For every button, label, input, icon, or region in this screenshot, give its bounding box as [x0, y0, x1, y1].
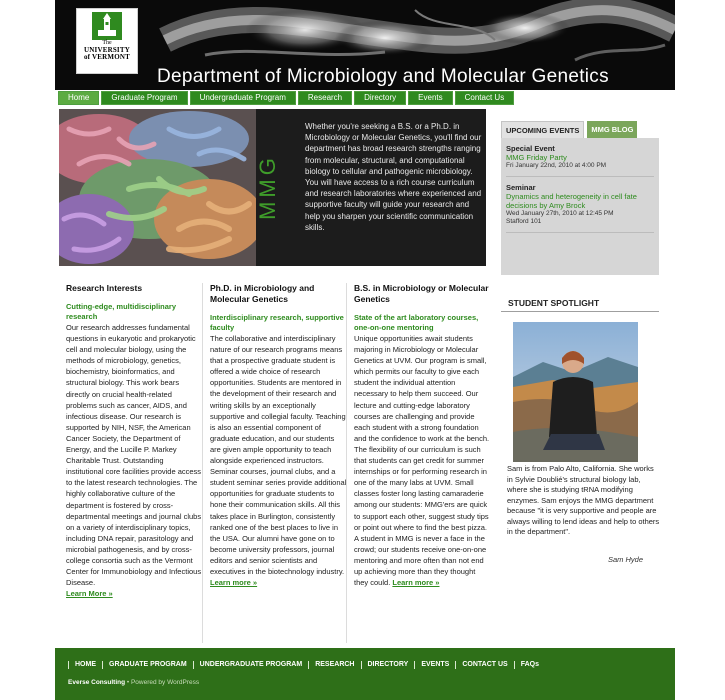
column-body-text: The collaborative and interdisciplinary nature of our research programs means that a prospective graduate student is offered a wide choice of research opportunities. Students are mentored in the development of their research and writing skills by an exceptionally supportive and collegial faculty. Teaching is also an essential component of graduate education, and our students are given ample opportunity to teach alongside experienced instructors. Seminar courses, journal clubs, and a student seminar series provide additional opportunities for graduate students to hone their communication skills. All this takes place in Burlington, consistently ranked one of the best places to live in the USA. Our alumni have gone on to become university professors, journal editors and senior scientists and executives in the biotechnology industry. — [210, 334, 347, 576]
column-phd — [210, 283, 347, 588]
main-nav — [55, 90, 675, 106]
event-type: Seminar — [506, 182, 536, 192]
footer-link-home[interactable]: HOME — [68, 661, 102, 669]
hero-intro-text: Whether you're seeking a B.S. or a Ph.D. in Microbiology or Molecular Genetics, you'll find our department has broad research strengths ranging from molecular, structural, and computational biology to cellular and pathogenic microbiology. You will have access to a rich course curriculum and research laboratories where experienced and supportive faculty will guide your research and help you sharpen your scientific communication skills. — [305, 122, 482, 232]
university-wordmark — [77, 40, 137, 61]
hero-banner — [59, 109, 486, 266]
learn-more-link[interactable]: Learn more » — [392, 578, 440, 588]
column-body — [210, 333, 347, 588]
site-header — [55, 0, 675, 90]
footer-link-undergraduate-program[interactable]: UNDERGRADUATE PROGRAM — [193, 661, 309, 669]
hero-microbe-image — [59, 109, 291, 266]
nav-item-directory[interactable]: Directory — [354, 91, 406, 105]
site-footer — [55, 648, 675, 700]
nav-item-research[interactable]: Research — [298, 91, 352, 105]
column-bs — [354, 283, 491, 588]
event-title-link[interactable]: MMG Friday Party — [506, 153, 567, 162]
event-item — [506, 144, 654, 177]
nav-item-graduate-program[interactable]: Graduate Program — [101, 91, 187, 105]
student-spotlight-heading: STUDENT SPOTLIGHT — [501, 298, 659, 312]
tower-icon — [92, 12, 122, 40]
nav-item-events[interactable]: Events — [408, 91, 452, 105]
tab-upcoming-events[interactable]: UPCOMING EVENTS — [501, 121, 584, 138]
column-title: Ph.D. in Microbiology and Molecular Genetics — [210, 283, 315, 304]
nav-item-home[interactable]: Home — [58, 91, 99, 105]
footer-link-graduate-program[interactable]: GRADUATE PROGRAM — [102, 661, 193, 669]
column-divider — [346, 283, 347, 643]
column-title: B.S. in Microbiology or Molecular Genetics — [354, 283, 489, 304]
wordmark-university: UNIVERSITY — [84, 46, 130, 54]
event-type: Special Event — [506, 144, 555, 153]
column-divider — [202, 283, 203, 643]
wordmark-the: The — [102, 40, 112, 46]
page — [55, 0, 675, 700]
footer-credit-rest: • Powered by WordPress — [125, 679, 200, 686]
student-spotlight-text: Sam is from Palo Alto, California. She works in Sylvie Doublié's structural biology lab, where she is studying tRNA modifying enzymes. Sam enjoys the MMG department because "it is very supportive and people are always willing to lend ideas and help to others in the department". — [507, 464, 660, 536]
university-logo[interactable] — [76, 8, 138, 74]
student-photo — [513, 322, 638, 462]
footer-link-contact-us[interactable]: CONTACT US — [455, 661, 513, 669]
column-subtitle: Cutting-edge, multidisciplinary research — [66, 302, 177, 321]
department-title: Department of Microbiology and Molecular Genetics — [157, 66, 609, 87]
events-panel — [501, 138, 659, 275]
event-date: Wed January 27th, 2010 at 12:45 PM — [506, 209, 614, 217]
learn-more-link[interactable]: Learn more » — [210, 578, 258, 588]
footer-link-faqs[interactable]: FAQs — [514, 661, 545, 669]
footer-link-directory[interactable]: DIRECTORY — [361, 661, 415, 669]
event-title-link[interactable]: Dynamics and heterogeneity in cell fate decisions by Amy Brock — [506, 191, 637, 210]
learn-more-link[interactable]: Learn More » — [66, 589, 113, 599]
column-body — [354, 333, 491, 588]
column-title: Research Interests — [66, 283, 143, 293]
column-research-interests — [66, 283, 203, 599]
footer-credit-name[interactable]: Everse Consulting — [68, 679, 126, 686]
nav-item-contact-us[interactable]: Contact Us — [455, 91, 515, 105]
event-location: Stafford 101 — [506, 218, 542, 225]
column-subtitle: State of the art laboratory courses, one-on-one mentoring — [354, 313, 479, 332]
column-body-text: Our research addresses fundamental questions in eukaryotic and prokaryotic cell and molecular biology, using the methods of microbiology, genetics, biochemistry, bioinformatics, and structural biology. This work bears directly on crucial health-related problems such as cancer, AIDS, and infectious disease. Our research is supported by NIH, NSF, the American Cancer Society, the Department of Energy, and the Lucille P. Markey Charitable Trust. Outstanding institutional core facilities provide access to the latest research technologies. The highly collaborative culture of the department is fostered by cross-departmental meetings and journal clubs on a variety of interdisciplinary topics, including DNA repair, parasitology and microbial pathogenesis, and by cross-college consortia such as the Vermont Center for Immunobiology and Infectious Disease. — [66, 323, 202, 588]
footer-link-events[interactable]: EVENTS — [414, 661, 455, 669]
footer-credit — [68, 679, 199, 686]
nav-item-undergraduate-program[interactable]: Undergraduate Program — [190, 91, 296, 105]
column-body — [66, 322, 203, 599]
hero-side-label: MMG — [255, 154, 280, 220]
event-item — [506, 183, 654, 233]
event-date: Fri January 22nd, 2010 at 4:00 PM — [506, 162, 607, 169]
tab-mmg-blog[interactable]: MMG BLOG — [587, 121, 637, 138]
wordmark-vermont: of VERMONT — [83, 53, 130, 61]
column-body-text: Unique opportunities await students majoring in Microbiology or Molecular Genetics at UVM. Our program is small, which permits our faculty to give each student the individual attention necessary to help them succeed. Our lecture and cutting-edge laboratory courses are challenging and provide each student with a strong foundation and the confidence to work at the bench. The flexibility of our curriculum is such that students can get credit for summer internships or for performing research in one of the many labs at UVM. Small classes foster long lasting camaraderie among our students: MMG'ers are quick to support each other, suggest study tips or point out where to find the best pizza. A student in MMG is never a face in the crowd; our students receive one-on-one mentoring and more often than not end up achieving more than they thought they could. — [354, 334, 490, 588]
footer-link-research[interactable]: RESEARCH — [308, 661, 360, 669]
student-spotlight-signature: Sam Hyde — [607, 555, 643, 564]
sidebar-tabs — [501, 121, 637, 138]
column-subtitle: Interdisciplinary research, supportive faculty — [210, 313, 344, 332]
